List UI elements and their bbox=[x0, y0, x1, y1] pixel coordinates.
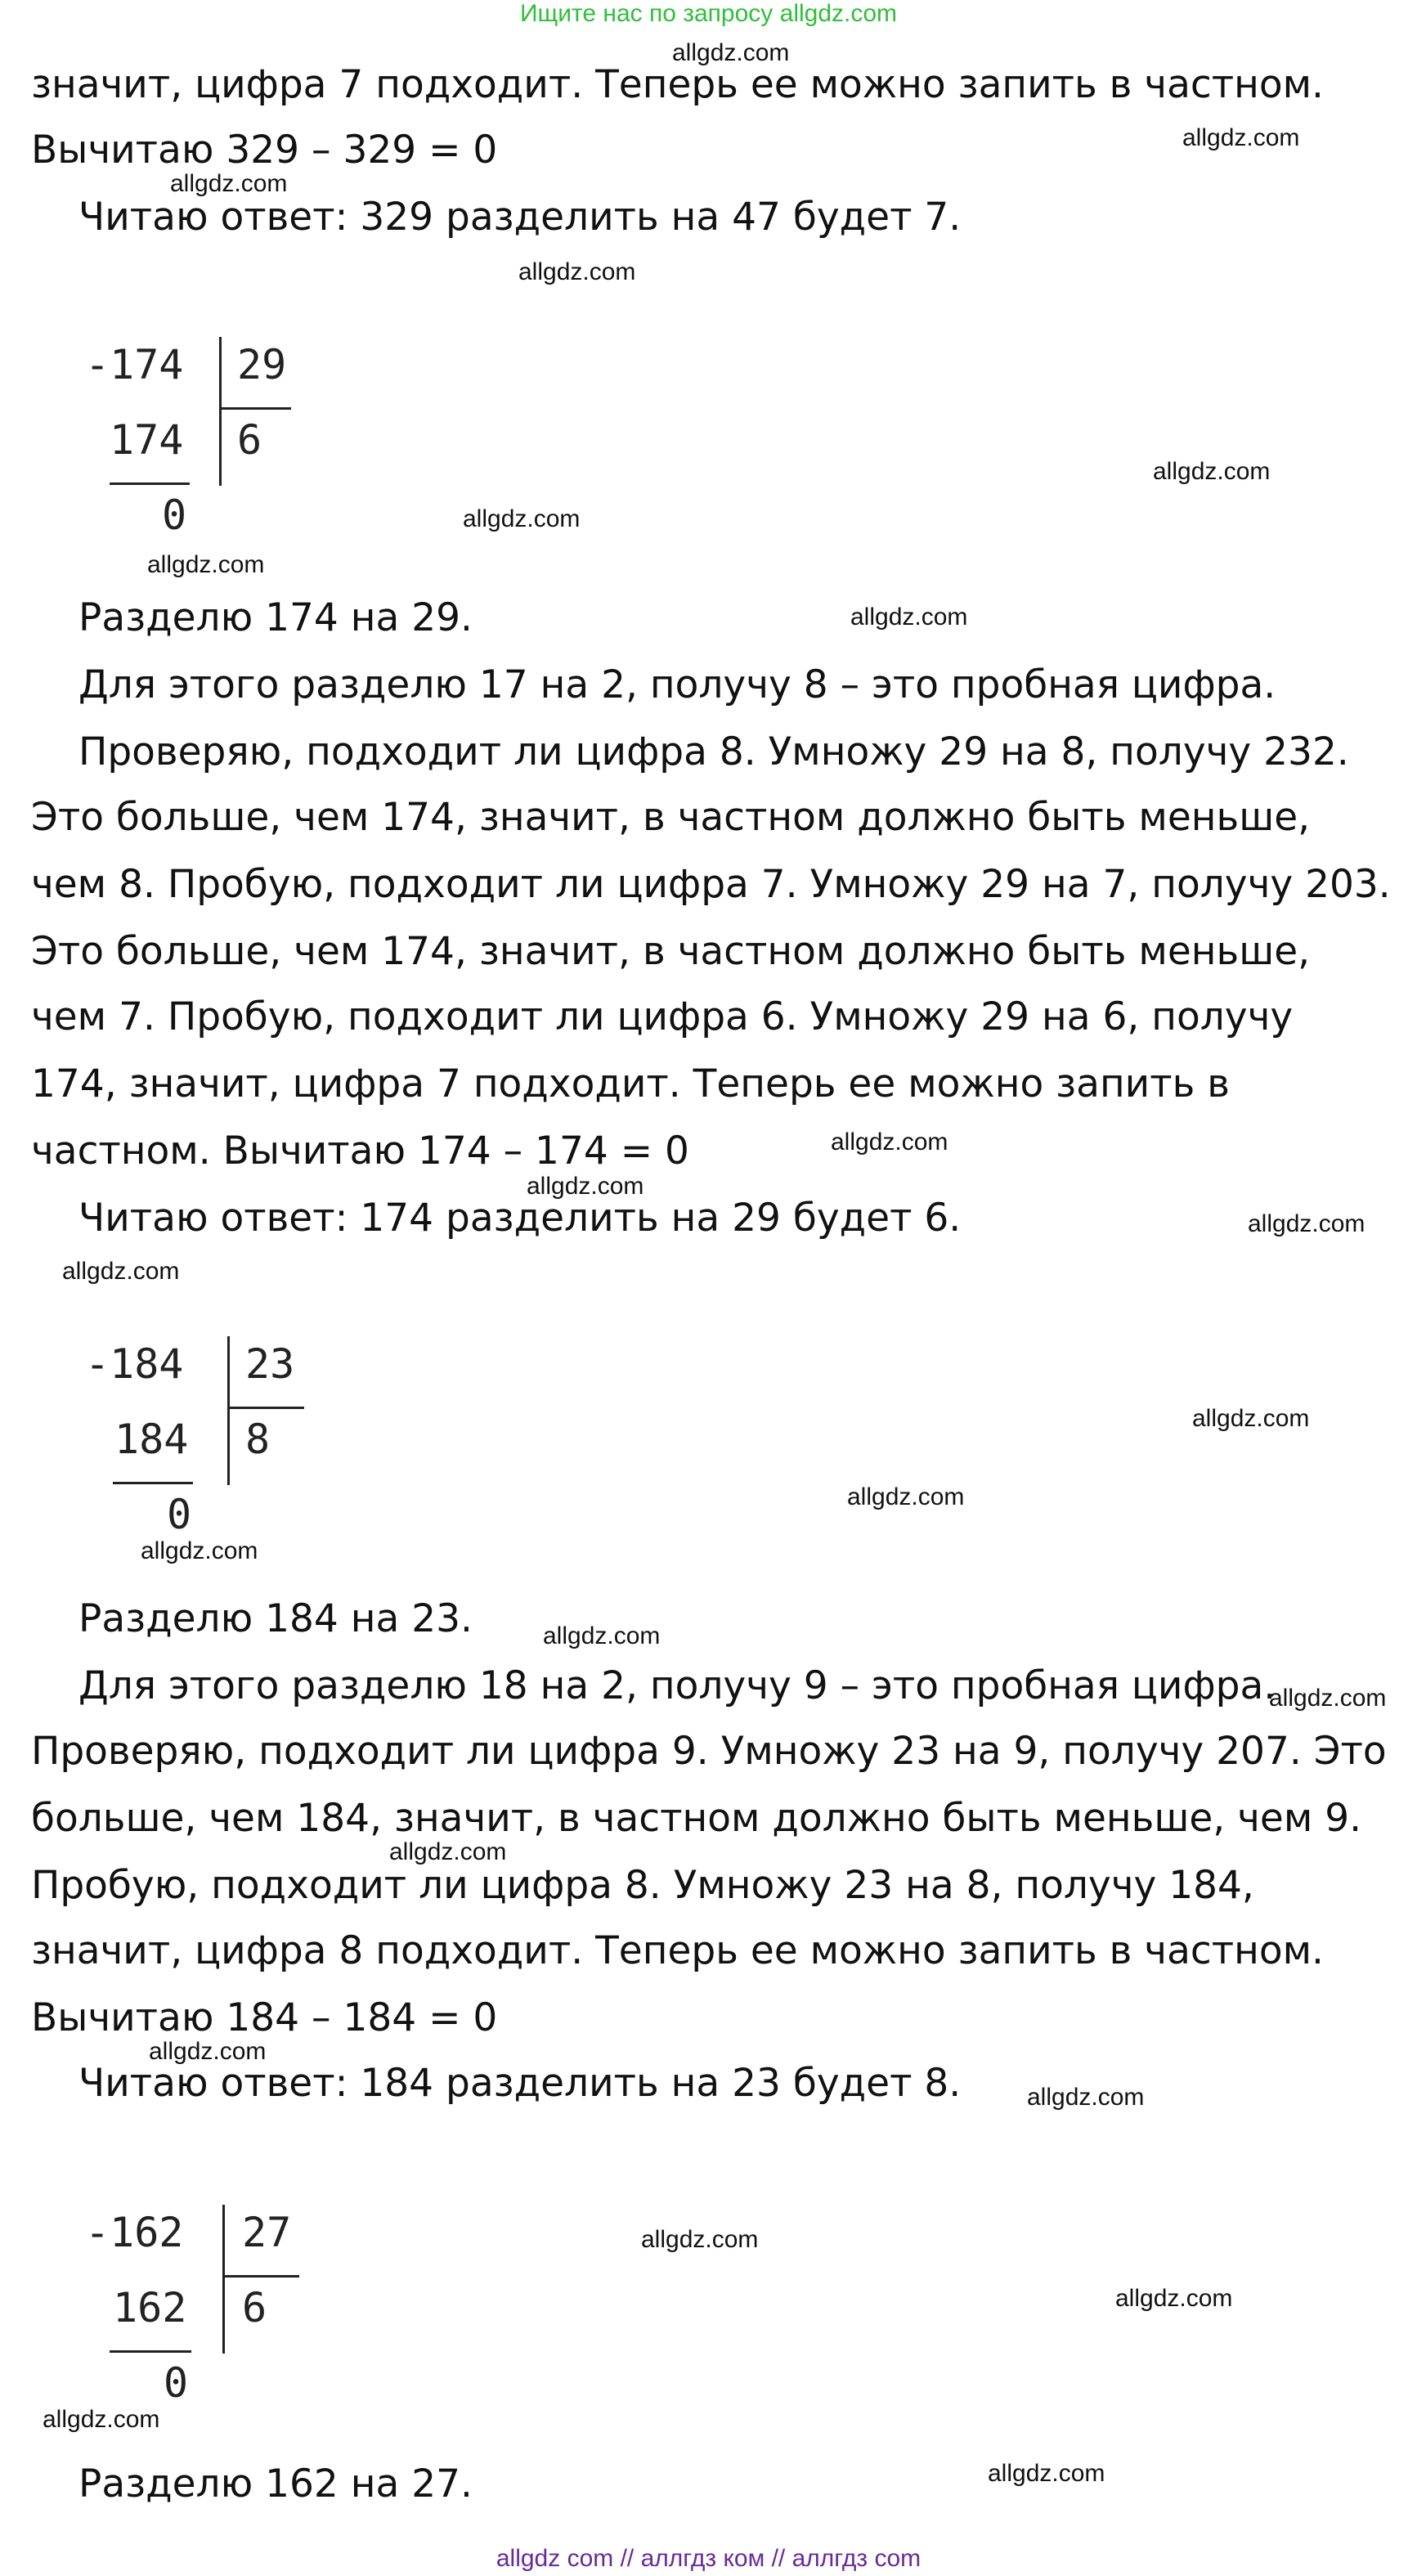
subtraction-line bbox=[110, 2350, 191, 2353]
watermark: allgdz.com bbox=[1248, 1210, 1365, 1237]
subtraction-line bbox=[110, 482, 190, 485]
text-line: Для этого разделю 18 на 2, получу 9 – это пробная цифра. bbox=[78, 1663, 1276, 1708]
product: 184 bbox=[114, 1416, 189, 1463]
text-line: Проверяю, подходит ли цифра 9. Умножу 23 на 9, получу 207. Это bbox=[31, 1729, 1387, 1774]
divisor-underline bbox=[229, 1407, 304, 1409]
text-line: Разделю 174 на 29. bbox=[78, 595, 473, 640]
product: 162 bbox=[113, 2284, 187, 2331]
watermark: allgdz.com bbox=[149, 2038, 267, 2065]
remainder: 0 bbox=[167, 1491, 192, 1538]
watermark: allgdz.com bbox=[62, 1258, 180, 1285]
watermark: allgdz.com bbox=[1153, 458, 1271, 485]
quotient: 8 bbox=[245, 1416, 271, 1463]
dividend: -174 bbox=[85, 341, 184, 388]
text-line: Это больше, чем 174, значит, в частном должно быть меньше, bbox=[31, 795, 1311, 840]
division-bar bbox=[227, 1336, 230, 1485]
text-line: Для этого разделю 17 на 2, получу 8 – это пробная цифра. bbox=[78, 662, 1276, 707]
divisor-underline bbox=[221, 407, 291, 410]
text-line: чем 7. Пробую, подходит ли цифра 6. Умножу 29 на 6, получу bbox=[31, 994, 1294, 1039]
watermark: allgdz.com bbox=[518, 258, 636, 285]
text-line: Вычитаю 184 – 184 = 0 bbox=[31, 1995, 498, 2040]
watermark: allgdz.com bbox=[672, 39, 790, 66]
watermark: allgdz.com bbox=[527, 1173, 644, 1200]
text-line: Это больше, чем 174, значит, в частном должно быть меньше, bbox=[31, 929, 1311, 974]
dividend: -184 bbox=[85, 1340, 184, 1388]
watermark: allgdz.com bbox=[1192, 1405, 1310, 1432]
text-line: Разделю 184 на 23. bbox=[78, 1596, 473, 1641]
watermark: allgdz.com bbox=[641, 2226, 759, 2253]
watermark: allgdz.com bbox=[147, 551, 265, 578]
text-line: Проверяю, подходит ли цифра 8. Умножу 29 на 8, получу 232. bbox=[78, 729, 1349, 774]
subtraction-line bbox=[113, 1482, 193, 1484]
watermark: allgdz.com bbox=[1269, 1685, 1387, 1712]
text-line: больше, чем 184, значит, в частном должно быть меньше, чем 9. bbox=[31, 1796, 1362, 1841]
watermark: allgdz.com bbox=[463, 505, 581, 532]
watermark: allgdz.com bbox=[1182, 124, 1300, 151]
quotient: 6 bbox=[237, 416, 262, 464]
text-line: 174, значит, цифра 7 подходит. Теперь ее можно запить в bbox=[31, 1061, 1230, 1106]
long-division-174-29 bbox=[85, 337, 330, 550]
long-division-184-23 bbox=[85, 1336, 330, 1549]
watermark: allgdz.com bbox=[389, 1838, 507, 1865]
division-bar bbox=[219, 337, 222, 486]
product: 174 bbox=[110, 416, 184, 464]
watermark: allgdz.com bbox=[847, 1483, 965, 1510]
text-line: Читаю ответ: 329 разделить на 47 будет 7. bbox=[78, 195, 962, 240]
remainder: 0 bbox=[162, 491, 187, 539]
text-line: Пробую, подходит ли цифра 8. Умножу 23 на 8, получу 184, bbox=[31, 1863, 1254, 1908]
text-line: Вычитаю 329 – 329 = 0 bbox=[31, 128, 498, 173]
watermark: allgdz.com bbox=[141, 1537, 258, 1564]
text-line: Читаю ответ: 184 разделить на 23 будет 8. bbox=[78, 2061, 962, 2106]
text-line: частном. Вычитаю 174 – 174 = 0 bbox=[31, 1129, 689, 1174]
watermark: allgdz.com bbox=[1027, 2084, 1145, 2111]
quotient: 6 bbox=[242, 2284, 267, 2331]
watermark: allgdz.com bbox=[850, 604, 968, 631]
watermark: allgdz.com bbox=[1115, 2285, 1233, 2312]
divisor: 29 bbox=[237, 341, 287, 388]
watermark: allgdz.com bbox=[43, 2406, 160, 2433]
text-line: Читаю ответ: 174 разделить на 29 будет 6. bbox=[78, 1196, 962, 1241]
dividend: -162 bbox=[85, 2209, 184, 2256]
watermark: allgdz.com bbox=[543, 1622, 661, 1649]
text-line: Разделю 162 на 27. bbox=[78, 2462, 473, 2506]
watermark: allgdz.com bbox=[170, 170, 288, 197]
divisor: 23 bbox=[245, 1340, 295, 1388]
watermark: allgdz.com bbox=[988, 2460, 1105, 2487]
divisor-underline bbox=[224, 2275, 299, 2278]
search-banner: Ищите нас по запросу allgdz.com bbox=[519, 0, 898, 27]
text-line: чем 8. Пробую, подходит ли цифра 7. Умножу 29 на 7, получу 203. bbox=[31, 862, 1391, 907]
divisor: 27 bbox=[242, 2209, 292, 2256]
division-bar bbox=[222, 2205, 225, 2354]
footer-links: allgdz com // аллгдз ком // аллгдз com bbox=[496, 2545, 921, 2572]
remainder: 0 bbox=[164, 2359, 189, 2407]
text-line: значит, цифра 8 подходит. Теперь ее можно запить в частном. bbox=[31, 1928, 1324, 1973]
watermark: allgdz.com bbox=[831, 1129, 948, 1156]
text-line: значит, цифра 7 подходит. Теперь ее можно запить в частном. bbox=[31, 62, 1324, 107]
long-division-162-27 bbox=[85, 2205, 330, 2417]
